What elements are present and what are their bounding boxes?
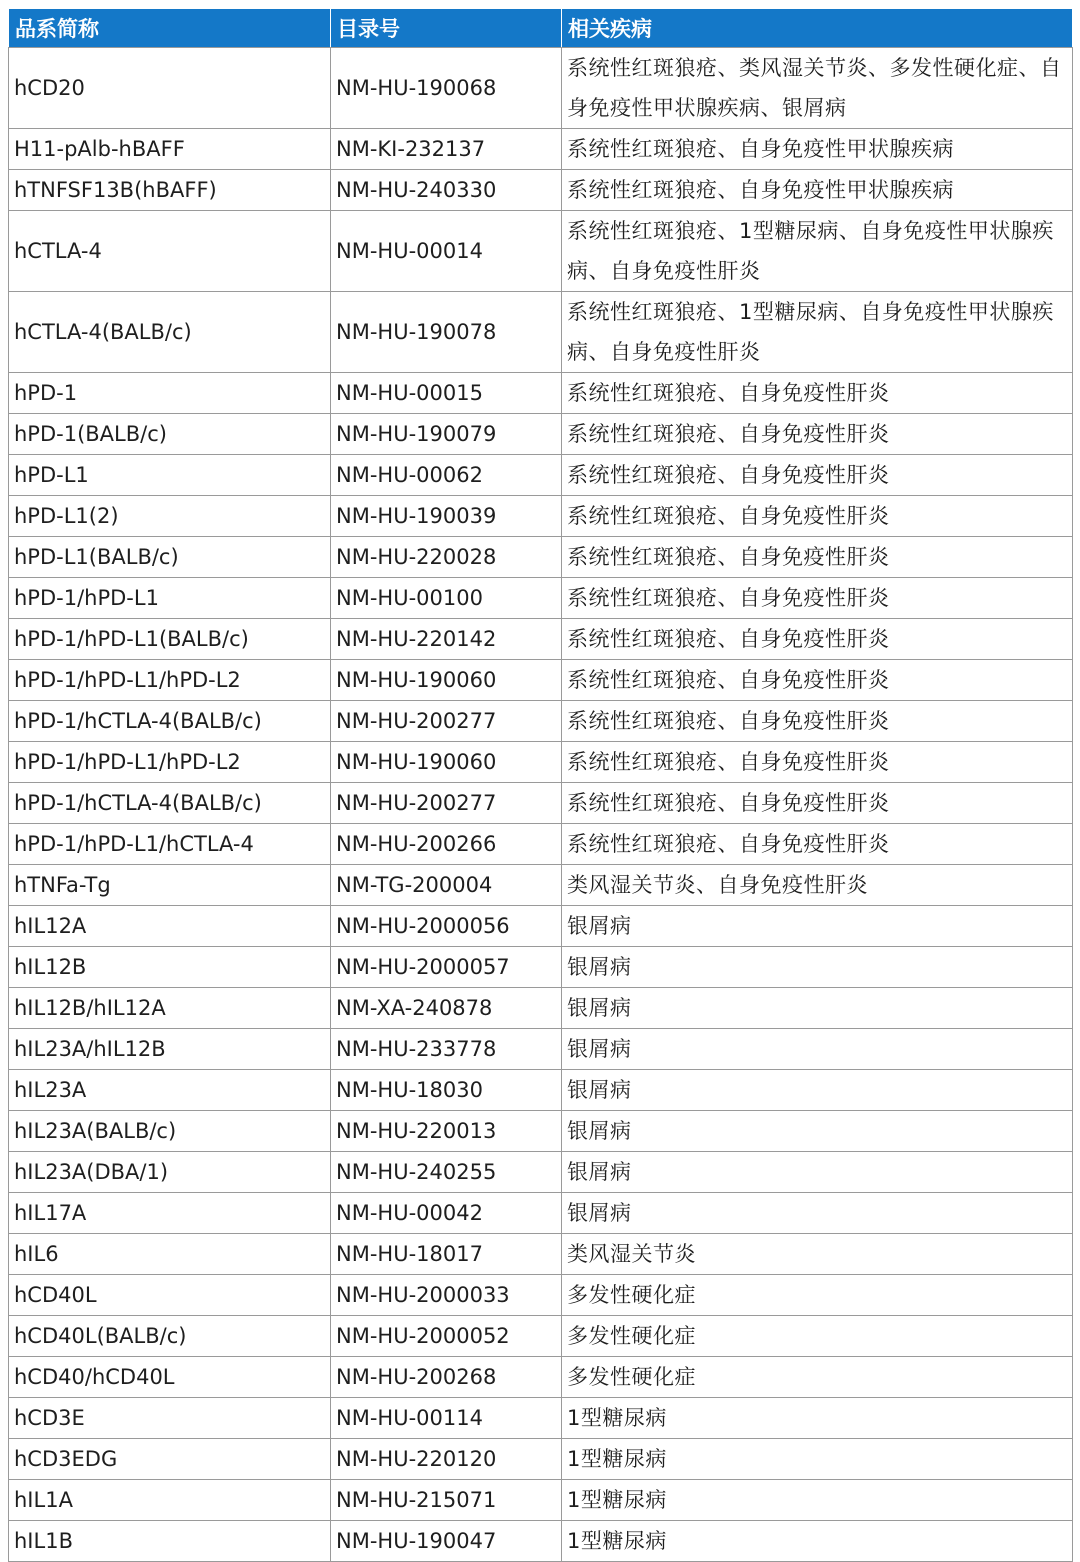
cell-disease: 多发性硬化症 xyxy=(562,1275,1073,1316)
cell-disease: 1型糖尿病 xyxy=(562,1439,1073,1480)
table-row xyxy=(9,1357,1073,1398)
cell-disease: 系统性红斑狼疮、自身免疫性肝炎 xyxy=(562,824,1073,865)
table-row xyxy=(9,865,1073,906)
cell-strain: hPD-1/hPD-L1 xyxy=(9,578,331,619)
cell-strain: hIL23A/hIL12B xyxy=(9,1029,331,1070)
header-disease: 相关疾病 xyxy=(562,9,1073,48)
table-row xyxy=(9,292,1073,373)
table-row xyxy=(9,1193,1073,1234)
cell-catalog: NM-HU-00100 xyxy=(331,578,562,619)
cell-disease: 类风湿关节炎 xyxy=(562,1234,1073,1275)
cell-catalog: NM-HU-220120 xyxy=(331,1439,562,1480)
cell-catalog: NM-HU-200277 xyxy=(331,783,562,824)
table-row xyxy=(9,129,1073,170)
table-row xyxy=(9,48,1073,129)
cell-catalog: NM-HU-00114 xyxy=(331,1398,562,1439)
cell-disease: 1型糖尿病 xyxy=(562,1398,1073,1439)
cell-disease: 银屑病 xyxy=(562,988,1073,1029)
cell-disease: 系统性红斑狼疮、自身免疫性肝炎 xyxy=(562,414,1073,455)
table-header xyxy=(9,9,1073,48)
table-row xyxy=(9,1111,1073,1152)
cell-disease: 系统性红斑狼疮、1型糖尿病、自身免疫性甲状腺疾病、自身免疫性肝炎 xyxy=(562,211,1073,292)
table-row xyxy=(9,783,1073,824)
cell-strain: hPD-L1 xyxy=(9,455,331,496)
cell-disease: 系统性红斑狼疮、自身免疫性肝炎 xyxy=(562,742,1073,783)
cell-strain: hIL1A xyxy=(9,1480,331,1521)
cell-catalog: NM-KI-232137 xyxy=(331,129,562,170)
cell-disease: 银屑病 xyxy=(562,1029,1073,1070)
cell-catalog: NM-HU-190068 xyxy=(331,48,562,129)
cell-disease: 多发性硬化症 xyxy=(562,1357,1073,1398)
cell-catalog: NM-HU-190047 xyxy=(331,1521,562,1562)
cell-strain: hCD40/hCD40L xyxy=(9,1357,331,1398)
cell-catalog: NM-HU-190078 xyxy=(331,292,562,373)
cell-disease: 多发性硬化症 xyxy=(562,1316,1073,1357)
cell-strain: hIL23A(BALB/c) xyxy=(9,1111,331,1152)
cell-strain: hCD40L xyxy=(9,1275,331,1316)
table-row xyxy=(9,1439,1073,1480)
table-row xyxy=(9,742,1073,783)
table-row xyxy=(9,947,1073,988)
cell-strain: hIL12A xyxy=(9,906,331,947)
table-row xyxy=(9,988,1073,1029)
cell-disease: 系统性红斑狼疮、自身免疫性肝炎 xyxy=(562,578,1073,619)
cell-strain: hTNFa-Tg xyxy=(9,865,331,906)
cell-disease: 银屑病 xyxy=(562,947,1073,988)
cell-strain: hPD-L1(BALB/c) xyxy=(9,537,331,578)
table-row xyxy=(9,1521,1073,1562)
cell-strain: hCTLA-4 xyxy=(9,211,331,292)
table-row xyxy=(9,170,1073,211)
cell-strain: hIL12B/hIL12A xyxy=(9,988,331,1029)
cell-catalog: NM-HU-18017 xyxy=(331,1234,562,1275)
cell-catalog: NM-HU-190060 xyxy=(331,742,562,783)
cell-catalog: NM-HU-240330 xyxy=(331,170,562,211)
cell-disease: 系统性红斑狼疮、自身免疫性肝炎 xyxy=(562,660,1073,701)
cell-strain: hCD40L(BALB/c) xyxy=(9,1316,331,1357)
cell-disease: 系统性红斑狼疮、自身免疫性肝炎 xyxy=(562,701,1073,742)
cell-catalog: NM-HU-2000052 xyxy=(331,1316,562,1357)
cell-catalog: NM-HU-00014 xyxy=(331,211,562,292)
cell-catalog: NM-HU-2000056 xyxy=(331,906,562,947)
cell-strain: H11-pAlb-hBAFF xyxy=(9,129,331,170)
table-row xyxy=(9,414,1073,455)
cell-disease: 系统性红斑狼疮、自身免疫性甲状腺疾病 xyxy=(562,170,1073,211)
cell-catalog: NM-HU-220013 xyxy=(331,1111,562,1152)
cell-strain: hPD-L1(2) xyxy=(9,496,331,537)
cell-catalog: NM-XA-240878 xyxy=(331,988,562,1029)
cell-strain: hCTLA-4(BALB/c) xyxy=(9,292,331,373)
table-row xyxy=(9,906,1073,947)
table-row xyxy=(9,701,1073,742)
table-row xyxy=(9,660,1073,701)
table-row xyxy=(9,1480,1073,1521)
table-row xyxy=(9,1234,1073,1275)
cell-catalog: NM-HU-190039 xyxy=(331,496,562,537)
table-row xyxy=(9,1275,1073,1316)
header-strain: 品系简称 xyxy=(9,9,331,48)
cell-disease: 银屑病 xyxy=(562,1152,1073,1193)
cell-strain: hIL23A xyxy=(9,1070,331,1111)
cell-strain: hIL23A(DBA/1) xyxy=(9,1152,331,1193)
cell-strain: hIL17A xyxy=(9,1193,331,1234)
cell-disease: 系统性红斑狼疮、自身免疫性肝炎 xyxy=(562,783,1073,824)
cell-catalog: NM-HU-190079 xyxy=(331,414,562,455)
cell-catalog: NM-HU-233778 xyxy=(331,1029,562,1070)
table-row xyxy=(9,496,1073,537)
table-row xyxy=(9,1029,1073,1070)
table-row xyxy=(9,537,1073,578)
cell-strain: hPD-1/hPD-L1(BALB/c) xyxy=(9,619,331,660)
cell-catalog: NM-TG-200004 xyxy=(331,865,562,906)
cell-catalog: NM-HU-00042 xyxy=(331,1193,562,1234)
cell-disease: 银屑病 xyxy=(562,906,1073,947)
cell-catalog: NM-HU-220142 xyxy=(331,619,562,660)
cell-strain: hIL6 xyxy=(9,1234,331,1275)
cell-strain: hCD3E xyxy=(9,1398,331,1439)
cell-disease: 银屑病 xyxy=(562,1193,1073,1234)
strain-disease-table xyxy=(8,8,1073,1562)
cell-disease: 1型糖尿病 xyxy=(562,1521,1073,1562)
cell-strain: hPD-1/hCTLA-4(BALB/c) xyxy=(9,783,331,824)
table-body xyxy=(9,48,1073,1562)
cell-disease: 1型糖尿病 xyxy=(562,1480,1073,1521)
cell-disease: 银屑病 xyxy=(562,1111,1073,1152)
cell-disease: 系统性红斑狼疮、自身免疫性肝炎 xyxy=(562,496,1073,537)
cell-catalog: NM-HU-220028 xyxy=(331,537,562,578)
table-row xyxy=(9,1070,1073,1111)
cell-disease: 系统性红斑狼疮、自身免疫性甲状腺疾病 xyxy=(562,129,1073,170)
cell-catalog: NM-HU-200266 xyxy=(331,824,562,865)
cell-strain: hPD-1/hPD-L1/hPD-L2 xyxy=(9,660,331,701)
table-row xyxy=(9,1152,1073,1193)
cell-strain: hPD-1(BALB/c) xyxy=(9,414,331,455)
cell-disease: 类风湿关节炎、自身免疫性肝炎 xyxy=(562,865,1073,906)
cell-strain: hIL1B xyxy=(9,1521,331,1562)
table-row xyxy=(9,824,1073,865)
table-row xyxy=(9,578,1073,619)
table-row xyxy=(9,373,1073,414)
cell-strain: hPD-1/hPD-L1/hCTLA-4 xyxy=(9,824,331,865)
cell-catalog: NM-HU-00062 xyxy=(331,455,562,496)
table-row xyxy=(9,619,1073,660)
cell-strain: hPD-1/hCTLA-4(BALB/c) xyxy=(9,701,331,742)
cell-catalog: NM-HU-190060 xyxy=(331,660,562,701)
cell-disease: 系统性红斑狼疮、1型糖尿病、自身免疫性甲状腺疾病、自身免疫性肝炎 xyxy=(562,292,1073,373)
cell-catalog: NM-HU-00015 xyxy=(331,373,562,414)
cell-catalog: NM-HU-200277 xyxy=(331,701,562,742)
cell-strain: hTNFSF13B(hBAFF) xyxy=(9,170,331,211)
cell-catalog: NM-HU-240255 xyxy=(331,1152,562,1193)
cell-catalog: NM-HU-2000033 xyxy=(331,1275,562,1316)
cell-disease: 系统性红斑狼疮、自身免疫性肝炎 xyxy=(562,455,1073,496)
cell-catalog: NM-HU-18030 xyxy=(331,1070,562,1111)
header-catalog: 目录号 xyxy=(331,9,562,48)
cell-catalog: NM-HU-200268 xyxy=(331,1357,562,1398)
header-row xyxy=(9,9,1073,48)
cell-strain: hIL12B xyxy=(9,947,331,988)
cell-catalog: NM-HU-215071 xyxy=(331,1480,562,1521)
table-row xyxy=(9,1316,1073,1357)
cell-disease: 系统性红斑狼疮、自身免疫性肝炎 xyxy=(562,537,1073,578)
cell-catalog: NM-HU-2000057 xyxy=(331,947,562,988)
cell-disease: 系统性红斑狼疮、自身免疫性肝炎 xyxy=(562,373,1073,414)
table-row xyxy=(9,1398,1073,1439)
cell-strain: hPD-1 xyxy=(9,373,331,414)
table-row xyxy=(9,455,1073,496)
cell-disease: 系统性红斑狼疮、自身免疫性肝炎 xyxy=(562,619,1073,660)
cell-strain: hCD20 xyxy=(9,48,331,129)
cell-disease: 银屑病 xyxy=(562,1070,1073,1111)
cell-strain: hPD-1/hPD-L1/hPD-L2 xyxy=(9,742,331,783)
cell-disease: 系统性红斑狼疮、类风湿关节炎、多发性硬化症、自身免疫性甲状腺疾病、银屑病 xyxy=(562,48,1073,129)
table-row xyxy=(9,211,1073,292)
cell-strain: hCD3EDG xyxy=(9,1439,331,1480)
